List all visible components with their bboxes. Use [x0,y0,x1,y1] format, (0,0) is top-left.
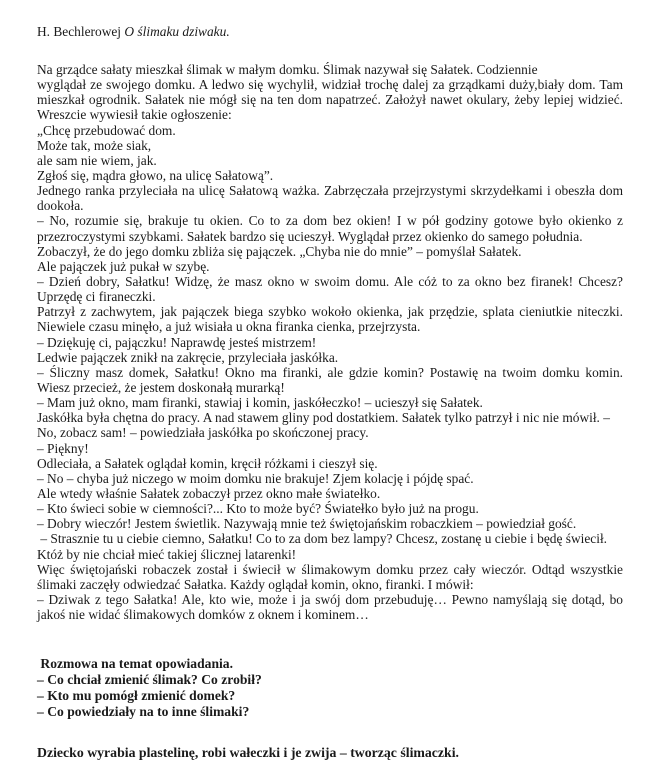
story-line: – Dzień dobry, Sałatku! Widzę, że masz okno w swoim domu. Ale cóż to za okno bez firanek! Chcesz? [37,273,623,289]
story-line: – Dobry wieczór! Jestem świetlik. Nazywają mnie też świętojańskim robaczkiem – powiedział gość. [37,516,577,532]
story-line: – Dziwak z tego Sałatka! Ale, kto wie, może i ja swój dom przebuduję… Pewno namyślają się dotąd, bo [37,591,623,607]
story-line: – Mam już okno, mam firanki, stawiaj i komin, jaskółeczko! – ucieszył się Sałatek. [37,395,483,411]
story-line: Jaskółka była chętna do pracy. A nad stawem gliny pod dostatkiem. Sałatek tylko patrzył i nic nie mówił. – [37,410,610,426]
story-line: – Śliczny masz domek, Sałatku! Okno ma firanki, ale gdzie komin? Postawię na twoim domku komin. [37,364,623,380]
work-title: O ślimaku dziwaku. [124,24,230,39]
story-line: – Piękny! [37,440,89,456]
story-line: jakoś nie widać ślimakowych domków z oknem i kominem… [37,607,369,623]
story-line: – No – chyba już niczego w moim domku nie brakuje! Zjem kolację i pójdę spać. [37,470,474,486]
story-line: – No, rozumie się, brakuje tu okien. Co to za dom bez okien! I w pół godziny gotowe było okienko z [37,213,623,229]
story-text [37,62,623,622]
story-title [37,24,230,39]
discussion-heading: Rozmowa na temat opowiadania. [37,656,233,671]
story-line: ale sam nie wiem, jak. [37,152,157,168]
story-line: Niewiele czasu minęło, a już wisiała u okna firanka cienka, przejrzysta. [37,319,421,335]
discussion-question: – Co powiedziały na to inne ślimaki? [37,704,250,719]
story-line: „Chcę przebudować dom. [37,122,176,138]
discussion-question: – Co chciał zmienić ślimak? Co zrobił? [37,672,262,687]
story-line: Ale pajączek już pukał w szybę. [37,258,210,274]
story-line: Patrzył z zachwytem, jak pajączek biega szybko wokoło okienka, jak przędzie, splata cieniutkie niteczki. [37,304,623,320]
story-line: Któż by nie chciał mieć takiej ślicznej latarenki! [37,546,297,562]
story-line: – Strasznie tu u ciebie ciemno, Sałatku! Co to za dom bez lampy? Chcesz, zostanę u ciebie i będę świecił. [37,531,608,547]
activity-instruction: Dziecko wyrabia plastelinę, robi wałeczki i je zwija – tworząc ślimaczki. [37,745,459,760]
story-line: – Kto świeci sobie w ciemności?... Kto to może być? Światełko było już na progu. [37,501,479,517]
story-line: wyglądał ze swojego domku. A ledwo się wychylił, widział trochę dalej za grządkami duży,biały dom. Tam [37,77,623,93]
story-line: Więc świętojański robaczek został i świecił w ślimakowym domku przez cały wieczór. Odtąd wszystkie [37,561,623,577]
story-line: ślimaki zaczęły odwiedzać Sałatka. Każdy oglądał komin, okno, firanki. I mówił: [37,576,474,592]
story-line: Zobaczył, że do jego domku zbliża się pajączek. „Chyba nie do mnie” – pomyślał Sałatek. [37,243,522,259]
story-line: Ale wtedy właśnie Sałatek zobaczył przez okno małe światełko. [37,485,381,501]
discussion-question: – Kto mu pomógł zmienić domek? [37,688,236,703]
story-line: Odleciała, a Sałatek oglądał komin, kręcił różkami i cieszył się. [37,455,378,471]
story-line: Zgłoś się, mądra głowo, na ulicę Sałatową”. [37,167,274,183]
story-line: przezroczystymi szybkami. Sałatek bardzo się ucieszył. Wyglądał przez okienko do samego południa. [37,228,583,244]
story-line: Ledwie pajączek znikł na zakręcie, przyleciała jaskółka. [37,349,339,365]
story-line: Uprzędę ci firaneczki. [37,289,156,305]
story-line: Może tak, może siak, [37,137,152,153]
story-line: Jednego ranka przyleciała na ulicę Sałatową ważka. Zabrzęczała przejrzystymi skrzydełkami i obeszła dom [37,183,623,199]
story-line: Na grządce sałaty mieszkał ślimak w małym domku. Ślimak nazywał się Sałatek. Codziennie [37,62,538,77]
story-line: Wiesz przecież, że jestem doskonałą murarką! [37,379,285,395]
discussion-section [37,656,262,720]
story-line: – Dziękuję ci, pajączku! Naprawdę jesteś mistrzem! [37,334,317,350]
story-line: Wreszcie wywiesił takie ogłoszenie: [37,107,232,123]
author-name: H. Bechlerowej [37,24,122,39]
story-line: mieszkał ogrodnik. Sałatek nie mógł się na ten dom napatrzeć. Założył nawet okulary, żeby lepiej widzieć. [37,92,623,108]
story-line: No, zobacz sam! – powiedziała jaskółka po skończonej pracy. [37,425,369,441]
story-line: dookoła. [37,198,84,214]
